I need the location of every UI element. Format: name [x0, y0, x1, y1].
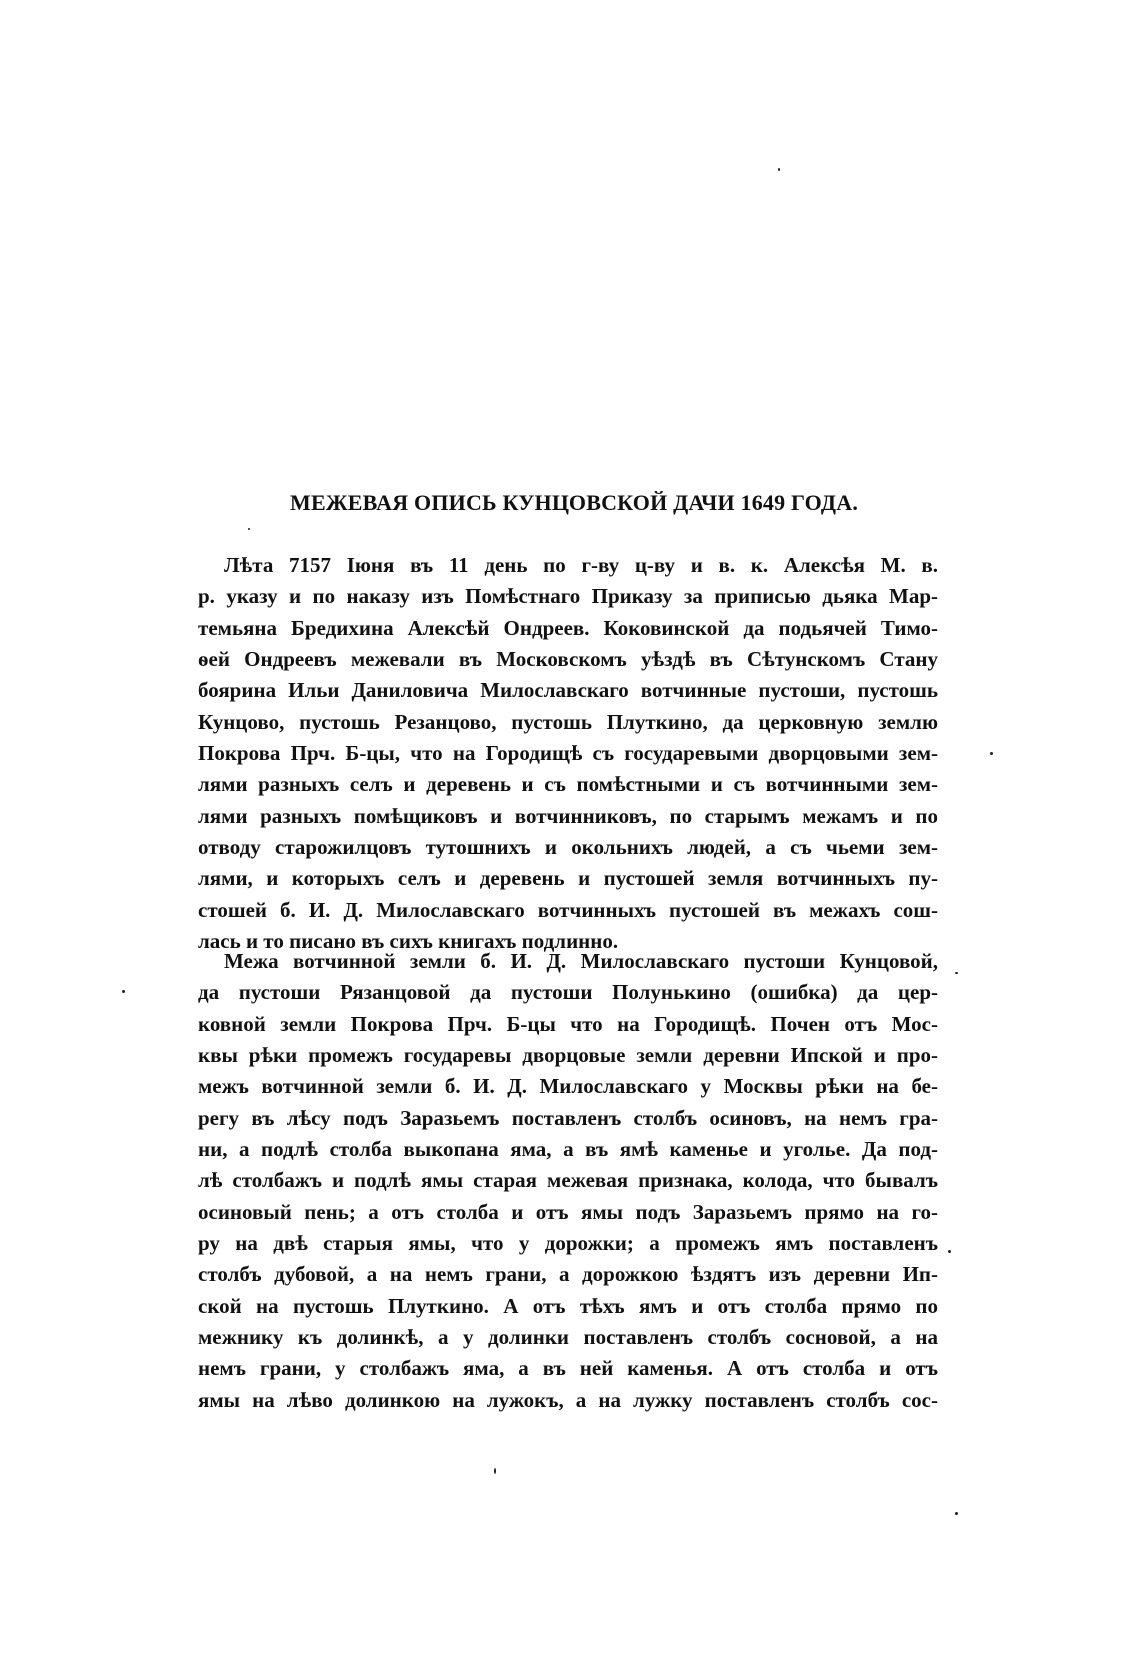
scan-speck — [990, 752, 993, 755]
text-line: ской на пустошь Плуткино. А отъ тѣхъ ямъ и отъ столба прямо по — [198, 1293, 938, 1318]
text-line: отводу старожилцовъ тутошнихъ и окольнихъ людей, а съ чьеми зем- — [198, 835, 938, 860]
paragraph-2 — [198, 946, 938, 1416]
text-line: стошей б. И. Д. Милославскаго вотчинныхъ пустошей въ межахъ сош- — [198, 897, 938, 922]
text-line: межнику къ долинкѣ, а у долинки поставленъ столбъ сосновой, а на — [198, 1325, 938, 1350]
text-line: лями разныхъ селъ и деревень и съ помѣстными и съ вотчинными зем- — [198, 772, 938, 797]
text-line: осиновый пень; а отъ столба и отъ ямы подъ Заразьемъ прямо на го- — [198, 1199, 938, 1224]
text-line: Покрова Прч. Б-цы, что на Городищѣ съ государевыми дворцовыми зем- — [198, 741, 938, 766]
text-line: р. указу и по наказу изъ Помѣстнаго Приказу за приписью дьяка Мар- — [198, 584, 938, 609]
text-line: ковной земли Покрова Прч. Б-цы что на Городищѣ. Почен отъ Мос- — [198, 1011, 938, 1036]
text-line: квы рѣки промежъ государевы дворцовые земли деревни Ипской и про- — [198, 1043, 938, 1068]
text-line: ямы на лѣво долинкою на лужокъ, а на лужку поставленъ столбъ сос- — [198, 1387, 938, 1412]
text-line: ру на двѣ старыя ямы, что у дорожки; а промежъ ямъ поставленъ — [198, 1231, 938, 1256]
text-line: немъ грани, у столбажъ яма, а въ ней каменья. А отъ столба и отъ — [198, 1356, 938, 1381]
scan-speck — [494, 1468, 496, 1474]
text-line: да пустоши Рязанцовой да пустоши Полунькино (ошибка) да цер- — [198, 980, 938, 1005]
text-line: лями разныхъ помѣщиковъ и вотчинниковъ, по старымъ межамъ и по — [198, 803, 938, 828]
text-line: ни, а подлѣ столба выкопана яма, а въ ямѣ каменье и уголье. Да под- — [198, 1137, 938, 1162]
text-line: лями, и которыхъ селъ и деревень и пустошей земля вотчинныхъ пу- — [198, 866, 938, 891]
text-line: Лѣта 7157 Іюня въ 11 день по г-ву ц-ву и в. к. Алексѣя М. в. — [224, 553, 938, 577]
text-line: темьяна Бредихина Алексѣй Ондреев. Коковинской да подьячей Тимо- — [198, 615, 938, 640]
scan-speck — [122, 990, 125, 993]
text-line: Кунцово, пустошь Резанцово, пустошь Плуткино, да церковную землю — [198, 709, 938, 734]
paragraph-1 — [198, 550, 938, 957]
text-line: Межа вотчинной земли б. И. Д. Милославскаго пустоши Кунцовой, — [224, 949, 938, 973]
text-line: ѳей Ондреевъ межевали въ Московскомъ уѣздѣ въ Сѣтунскомъ Стану — [198, 647, 938, 672]
scan-speck — [955, 972, 958, 974]
text-line: лѣ столбажъ и подлѣ ямы старая межевая признака, колода, что бывалъ — [198, 1168, 938, 1193]
text-line: боярина Ильи Даниловича Милославскаго вотчинные пустоши, пустошь — [198, 678, 938, 703]
text-line: межъ вотчинной земли б. И. Д. Милославскаго у Москвы рѣки на бе- — [198, 1074, 938, 1099]
scan-speck — [948, 1250, 951, 1253]
scan-speck — [248, 528, 250, 530]
text-line: лась и то писано въ сихъ книгахъ подлинно. — [198, 929, 619, 954]
scan-speck — [955, 1512, 958, 1515]
scan-speck — [778, 168, 780, 171]
page-title: МЕЖЕВАЯ ОПИСЬ КУНЦОВСКОЙ ДАЧИ 1649 ГОДА. — [290, 490, 859, 515]
text-line: столбъ дубовой, а на немъ грани, а дорожкою ѣздятъ изъ деревни Ип- — [198, 1262, 938, 1287]
text-line: регу въ лѣсу подъ Заразьемъ поставленъ столбъ осиновъ, на немъ гра- — [198, 1105, 938, 1130]
